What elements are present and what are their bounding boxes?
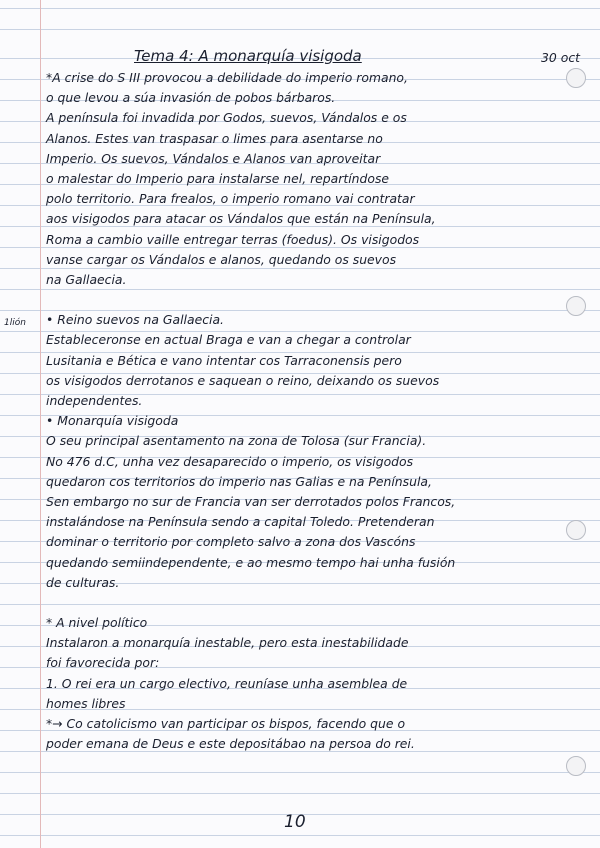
text-line: quedando semiindependente, e ao mesmo tempo hai unha fusión [46, 554, 456, 570]
note-date: 30 oct [541, 50, 580, 65]
text-line: dominar o territorio por completo salvo a zona dos Vascóns [46, 534, 416, 550]
page-number: 10 [284, 812, 306, 832]
handwritten-notes [46, 46, 586, 754]
text-line: instalándose na Península sendo a capital Toledo. Pretenderan [46, 514, 435, 530]
text-line: No 476 d.C, unha vez desaparecido o imperio, os visigodos [46, 453, 414, 469]
text-line: de culturas. [46, 574, 120, 590]
blank-line [46, 290, 586, 310]
text-line: A península foi invadida por Godos, suevos, Vándalos e os [46, 110, 407, 126]
text-line: *→ Co catolicismo van participar os bispos, facendo que o [46, 716, 406, 731]
text-line: Imperio. Os suevos, Vándalos e Alanos van aproveitar [46, 150, 381, 166]
text-line: Lusitania e Bética e vano intentar cos Tarraconensis pero [46, 352, 402, 368]
text-line: polo territorio. Para frealos, o imperio romano vai contratar [46, 191, 415, 207]
text-line: Sen embargo no sur de Francia van ser derrotados polos Francos, [46, 493, 456, 509]
text-line: Roma a cambio vaille entregar terras (foedus). Os visigodos [46, 231, 420, 247]
text-line: Instalaron a monarquía inestable, pero esta inestabilidade [46, 635, 409, 651]
blank-line [46, 593, 586, 613]
text-line: aos visigodos para atacar os Vándalos que están na Península, [46, 211, 436, 227]
binder-hole [566, 756, 586, 776]
text-line: foi favorecida por: [46, 655, 160, 671]
margin-line [40, 0, 41, 848]
header-row [46, 46, 586, 68]
text-line: na Gallaecia. [46, 271, 127, 287]
text-line: o malestar do Imperio para instalarse nel, repartíndose [46, 170, 390, 186]
text-line: • Reino suevos na Gallaecia. [46, 312, 225, 328]
text-line: *A crise do S III provocou a debilidade do imperio romano, [46, 70, 408, 85]
text-line: 1. O rei era un cargo electivo, reuníase unha asemblea de [46, 675, 408, 691]
text-line: • Monarquía visigoda [46, 413, 179, 429]
text-line: Estableceronse en actual Braga e van a chegar a controlar [46, 332, 411, 348]
page-title: Tema 4: A monarquía visigoda [134, 47, 362, 65]
text-line: poder emana de Deus e este depositábao na persoa do rei. [46, 736, 415, 752]
text-line: os visigodos derrotanos e saquean o reino, deixando os suevos [46, 372, 440, 388]
margin-note: 1lión [4, 318, 26, 328]
text-line: O seu principal asentamento na zona de Tolosa (sur Francia). [46, 433, 427, 449]
text-line: homes libres [46, 695, 126, 711]
text-line: independentes. [46, 393, 143, 408]
text-line: vanse cargar os Vándalos e alanos, quedando os suevos [46, 251, 397, 267]
text-line: o que levou a súa invasión de pobos bárbaros. [46, 90, 336, 106]
text-line: Alanos. Estes van traspasar o limes para asentarse no [46, 130, 383, 146]
text-line: quedaron cos territorios do imperio nas Galias e na Península, [46, 473, 432, 489]
note-lines [46, 68, 586, 754]
text-line: * A nivel político [46, 615, 148, 631]
